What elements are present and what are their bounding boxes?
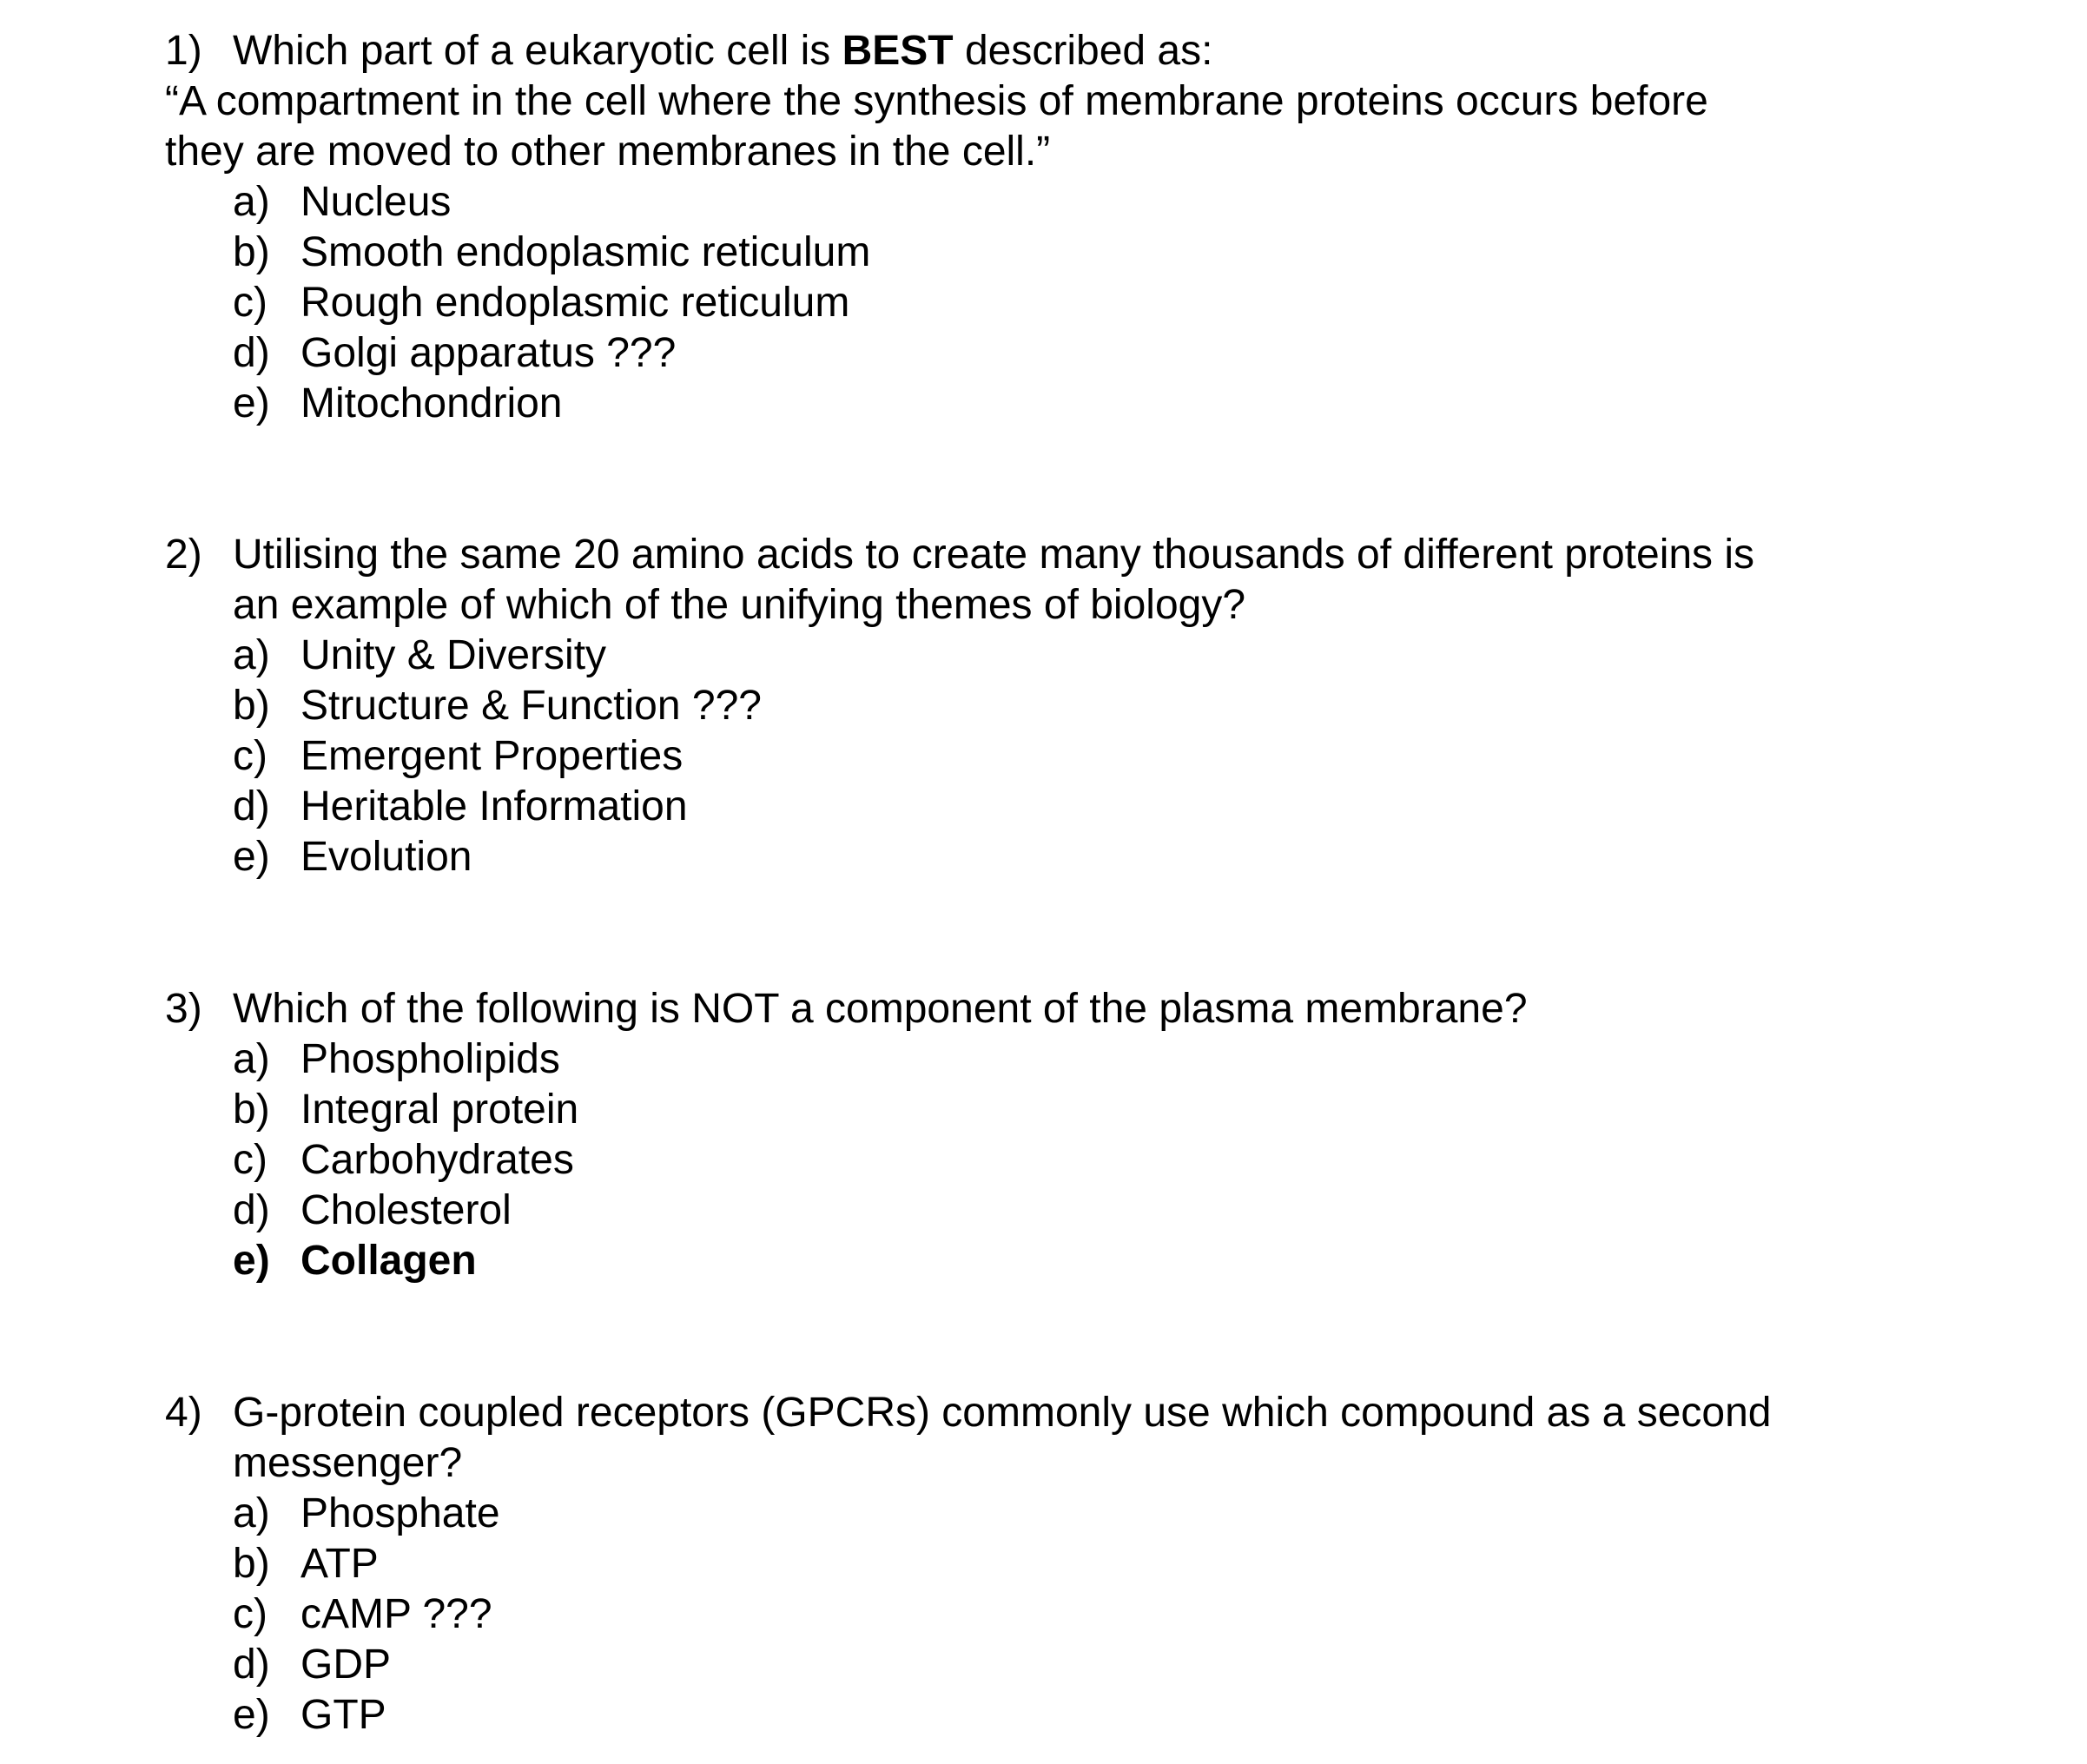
question-1-prompt-text: Which part of a eukaryotic cell is xyxy=(233,28,842,74)
option-a xyxy=(233,177,1945,228)
option-a xyxy=(233,1034,1945,1085)
option-a xyxy=(233,1489,1945,1539)
question-2-options xyxy=(165,631,1945,882)
option-a xyxy=(233,631,1945,681)
option-text: GTP xyxy=(301,1692,386,1738)
question-3-prompt-line-1: Which of the following is NOT a component of the plasma membrane? xyxy=(233,986,1528,1032)
option-letter: a) xyxy=(233,1490,270,1536)
question-1-prompt-end: described as: xyxy=(953,28,1213,74)
option-letter: e) xyxy=(233,1238,270,1284)
question-1 xyxy=(165,26,1945,429)
question-4-prompt xyxy=(165,1388,1945,1489)
option-c xyxy=(233,278,1945,328)
option-text: Collagen xyxy=(301,1238,477,1284)
option-letter: b) xyxy=(233,683,270,729)
option-text: Emergent Properties xyxy=(301,733,684,779)
question-number: 3) xyxy=(165,986,202,1032)
option-e xyxy=(233,832,1945,882)
question-2-prompt xyxy=(165,530,1945,631)
option-e-selected xyxy=(233,1236,1945,1286)
option-d xyxy=(233,1640,1945,1690)
option-text: Carbohydrates xyxy=(301,1137,574,1183)
option-text: Rough endoplasmic reticulum xyxy=(301,280,850,326)
option-text: GDP xyxy=(301,1642,392,1688)
option-letter: e) xyxy=(233,1692,270,1738)
option-text: Cholesterol xyxy=(301,1187,512,1233)
option-letter: d) xyxy=(233,783,270,829)
option-letter: c) xyxy=(233,1591,267,1637)
option-text: Evolution xyxy=(301,834,472,880)
option-text: Golgi apparatus ??? xyxy=(301,330,677,376)
question-number: 1) xyxy=(165,28,202,74)
option-letter: a) xyxy=(233,1036,270,1082)
option-d xyxy=(233,1186,1945,1236)
option-text: Integral protein xyxy=(301,1087,579,1133)
question-1-options xyxy=(165,177,1945,429)
question-1-quote-line-2: they are moved to other membranes in the cell.” xyxy=(165,129,1051,175)
option-letter: a) xyxy=(233,632,270,678)
option-text: Nucleus xyxy=(301,179,452,225)
option-e xyxy=(233,379,1945,429)
question-number: 2) xyxy=(165,532,202,578)
option-letter: b) xyxy=(233,1087,270,1133)
question-2-prompt-line-1: Utilising the same 20 amino acids to create many thousands of different proteins is xyxy=(233,532,1755,578)
question-1-emphasis: BEST xyxy=(842,28,954,74)
option-text: Phospholipids xyxy=(301,1036,560,1082)
question-2 xyxy=(165,530,1945,882)
option-c xyxy=(233,1589,1945,1640)
option-b xyxy=(233,681,1945,731)
option-b xyxy=(233,228,1945,278)
question-3-options xyxy=(165,1034,1945,1286)
question-1-prompt xyxy=(165,26,1945,76)
option-letter: c) xyxy=(233,280,267,326)
option-letter: b) xyxy=(233,229,270,275)
option-d xyxy=(233,328,1945,379)
question-3-prompt xyxy=(165,984,1945,1034)
question-4-options xyxy=(165,1489,1945,1741)
option-letter: b) xyxy=(233,1541,270,1587)
option-text: Smooth endoplasmic reticulum xyxy=(301,229,871,275)
option-e xyxy=(233,1690,1945,1741)
option-text: ATP xyxy=(301,1541,379,1587)
option-c xyxy=(233,1135,1945,1186)
option-text: Phosphate xyxy=(301,1490,500,1536)
question-2-prompt-line-2: an example of which of the unifying themes of biology? xyxy=(233,582,1246,628)
question-number: 4) xyxy=(165,1390,202,1436)
option-letter: d) xyxy=(233,330,270,376)
option-text: Structure & Function ??? xyxy=(301,683,762,729)
option-b xyxy=(233,1085,1945,1135)
option-letter: e) xyxy=(233,834,270,880)
option-letter: d) xyxy=(233,1187,270,1233)
question-1-quote-line-1: “A compartment in the cell where the synthesis of membrane proteins occurs before xyxy=(165,78,1708,124)
option-text: Unity & Diversity xyxy=(301,632,607,678)
option-d xyxy=(233,782,1945,832)
option-letter: c) xyxy=(233,733,267,779)
option-text: Mitochondrion xyxy=(301,380,563,426)
option-letter: d) xyxy=(233,1642,270,1688)
question-3 xyxy=(165,984,1945,1286)
option-b xyxy=(233,1539,1945,1589)
question-4 xyxy=(165,1388,1945,1741)
option-letter: a) xyxy=(233,179,270,225)
option-text: cAMP ??? xyxy=(301,1591,492,1637)
option-letter: e) xyxy=(233,380,270,426)
question-4-prompt-line-2: messenger? xyxy=(233,1440,463,1486)
option-c xyxy=(233,731,1945,782)
question-4-prompt-line-1: G-protein coupled receptors (GPCRs) commonly use which compound as a second xyxy=(233,1390,1772,1436)
option-text: Heritable Information xyxy=(301,783,688,829)
option-letter: c) xyxy=(233,1137,267,1183)
